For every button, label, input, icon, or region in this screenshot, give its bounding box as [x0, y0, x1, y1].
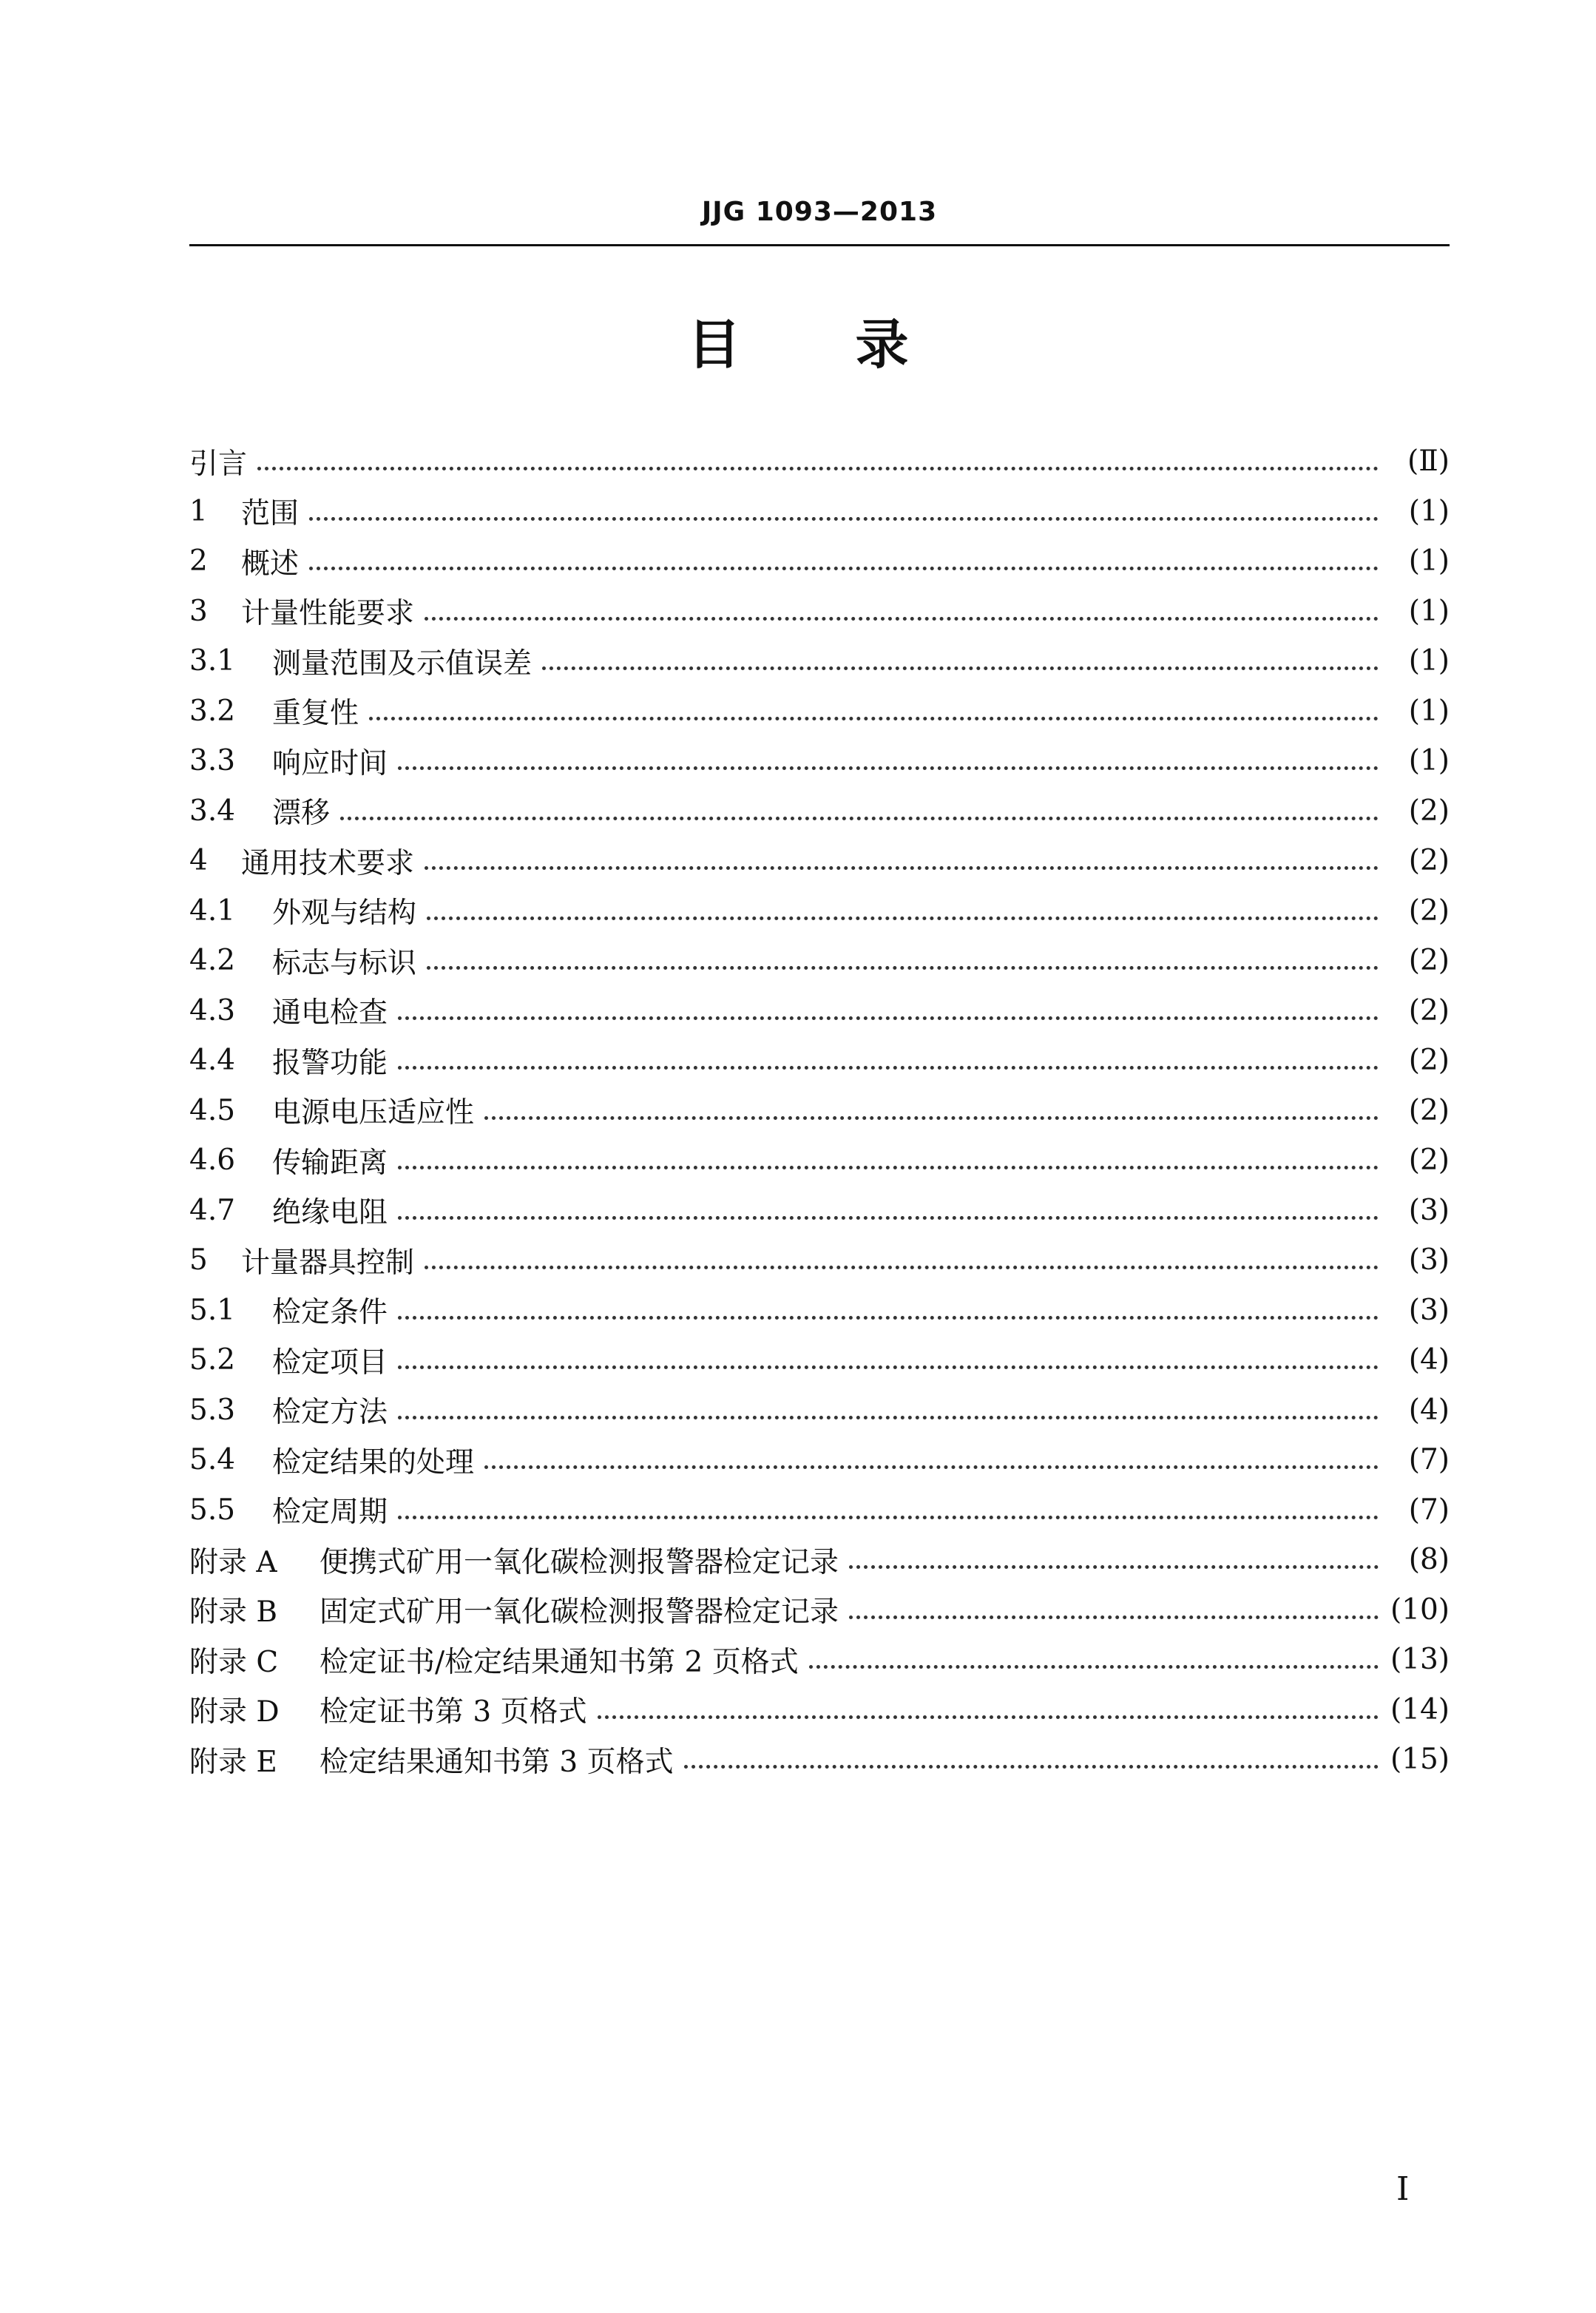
toc-entry-label	[189, 1289, 388, 1331]
toc-entry	[189, 1685, 1450, 1735]
toc-dot-leader	[398, 1416, 1379, 1419]
toc-entry-page: (3)	[1408, 1193, 1450, 1227]
toc-entry-page: (1)	[1408, 494, 1450, 528]
standard-code-header: JJG 1093—2013	[701, 197, 938, 227]
toc-entry-label	[189, 1539, 839, 1581]
toc-entry-label	[189, 1389, 388, 1431]
toc-dot-leader	[427, 916, 1379, 920]
toc-entry-number: 1	[189, 494, 208, 528]
toc-entry-title: 检定结果的处理	[272, 1445, 475, 1479]
toc-dot-leader	[427, 966, 1379, 970]
toc-entry-title: 固定式矿用一氧化碳检测报警器检定记录	[319, 1596, 839, 1630]
toc-dot-leader	[684, 1765, 1379, 1769]
toc-entry-page: (15)	[1390, 1743, 1450, 1777]
toc-entry-title: 重复性	[272, 697, 359, 731]
toc-entry	[189, 1435, 1450, 1485]
toc-entry-number: 附录 E	[189, 1745, 277, 1779]
toc-entry-number: 5.1	[189, 1293, 236, 1327]
toc-dot-leader	[809, 1665, 1379, 1669]
toc-entry-page: (1)	[1408, 544, 1450, 578]
toc-entry-page: (2)	[1408, 894, 1450, 928]
toc-dot-leader	[484, 1465, 1379, 1469]
toc-entry-page: (7)	[1408, 1443, 1450, 1477]
toc-entry-page: (4)	[1408, 1343, 1450, 1377]
toc-dot-leader	[398, 1516, 1379, 1519]
toc-dot-leader	[398, 1365, 1379, 1369]
toc-entry	[189, 1335, 1450, 1385]
toc-entry-label	[189, 1040, 388, 1081]
toc-entry-title: 漂移	[272, 797, 331, 831]
toc-entry-label	[189, 1439, 474, 1481]
header-rule	[189, 244, 1450, 246]
toc-dot-leader	[309, 567, 1379, 570]
toc-dot-leader	[398, 1316, 1379, 1320]
toc-dot-leader	[598, 1715, 1379, 1719]
toc-entry-page: (1)	[1408, 644, 1450, 678]
toc-entry-title: 外观与结构	[272, 897, 417, 931]
title-char-1: 目	[687, 314, 741, 376]
toc-entry-title: 引言	[189, 447, 248, 481]
toc-entry	[189, 1635, 1450, 1685]
toc-entry-page: (2)	[1408, 844, 1450, 878]
toc-entry-label	[189, 890, 416, 931]
toc-entry-number: 3.3	[189, 744, 236, 778]
toc-entry-number: 5.4	[189, 1443, 236, 1477]
toc-entry	[189, 886, 1450, 936]
toc-entry-label	[189, 840, 414, 882]
toc-entry-number: 附录 C	[189, 1645, 279, 1679]
toc-entry-number: 2	[189, 544, 208, 578]
toc-entry-title: 检定周期	[272, 1496, 388, 1530]
toc-entry-page: (3)	[1408, 1243, 1450, 1277]
toc-entry-title: 测量范围及示值误差	[272, 646, 532, 681]
toc-entry-title: 检定方法	[272, 1396, 388, 1430]
toc-entry	[189, 1036, 1450, 1086]
toc-entry	[189, 936, 1450, 986]
toc-entry-label	[189, 641, 532, 682]
toc-entry	[189, 1286, 1450, 1336]
toc-entry	[189, 587, 1450, 637]
toc-entry-label	[189, 1589, 839, 1630]
toc-entry-number: 4.4	[189, 1044, 236, 1078]
toc-entry-label	[189, 940, 416, 982]
toc-entry	[189, 1485, 1450, 1536]
toc-entry-title: 通电检查	[272, 996, 388, 1030]
toc-dot-leader	[542, 666, 1379, 670]
toc-entry-title: 检定证书/检定结果通知书第 2 页格式	[319, 1645, 799, 1679]
toc-entry	[189, 1135, 1450, 1186]
toc-dot-leader	[398, 1066, 1379, 1070]
toc-entry	[189, 1735, 1450, 1785]
toc-entry-title: 响应时间	[272, 746, 388, 780]
toc-entry-label	[189, 1340, 388, 1381]
toc-entry	[189, 436, 1450, 487]
toc-entry-number: 4.2	[189, 944, 236, 978]
toc-entry-label	[189, 690, 359, 732]
toc-entry-title: 标志与标识	[272, 946, 417, 980]
toc-dot-leader	[398, 1166, 1379, 1169]
toc-entry-page: (1)	[1408, 594, 1450, 628]
toc-entry-title: 范围	[241, 497, 300, 531]
toc-entry-number: 附录 D	[189, 1695, 280, 1729]
table-of-contents	[189, 436, 1450, 1785]
toc-entry-page: (14)	[1390, 1692, 1450, 1726]
toc-entry-title: 计量性能要求	[241, 597, 415, 631]
title-char-2: 录	[855, 314, 909, 376]
toc-entry-page: (2)	[1408, 944, 1450, 978]
toc-entry-label	[189, 1689, 587, 1730]
toc-entry-label	[189, 1639, 799, 1681]
toc-entry	[189, 836, 1450, 886]
toc-entry-label	[189, 1189, 388, 1231]
toc-entry-title: 电源电压适应性	[272, 1096, 475, 1130]
toc-entry-number: 4.7	[189, 1193, 236, 1227]
toc-entry-label	[189, 541, 299, 582]
toc-entry-label	[189, 740, 388, 782]
toc-entry-title: 通用技术要求	[241, 846, 415, 880]
toc-entry-title: 概述	[241, 547, 300, 581]
toc-dot-leader	[309, 517, 1379, 521]
page-title	[0, 314, 1596, 376]
toc-entry-title: 检定条件	[272, 1296, 388, 1330]
toc-entry-title: 检定项目	[272, 1345, 388, 1380]
toc-entry-number: 3.4	[189, 794, 236, 828]
toc-entry-page: (2)	[1408, 1044, 1450, 1078]
toc-entry-number: 5.2	[189, 1343, 236, 1377]
toc-entry-title: 绝缘电阻	[272, 1196, 388, 1230]
toc-dot-leader	[425, 866, 1379, 870]
toc-entry-page: (3)	[1408, 1293, 1450, 1327]
toc-dot-leader	[849, 1565, 1379, 1569]
toc-entry-page: (7)	[1408, 1493, 1450, 1527]
toc-entry-label	[189, 1140, 388, 1181]
toc-entry-page: (10)	[1390, 1593, 1450, 1627]
toc-entry-title: 检定结果通知书第 3 页格式	[319, 1745, 674, 1779]
toc-entry-number: 附录 B	[189, 1596, 278, 1630]
toc-entry-title: 计量器具控制	[241, 1246, 415, 1280]
toc-entry-number: 4.6	[189, 1144, 236, 1178]
toc-entry-page: (8)	[1408, 1543, 1450, 1577]
toc-dot-leader	[369, 717, 1379, 720]
toc-entry-number: 4.3	[189, 993, 236, 1027]
toc-dot-leader	[425, 617, 1379, 621]
toc-entry	[189, 536, 1450, 587]
toc-dot-leader	[398, 766, 1379, 770]
toc-entry-label	[189, 490, 299, 532]
toc-entry-label	[189, 441, 247, 482]
toc-dot-leader	[425, 1266, 1379, 1269]
toc-entry-number: 3.2	[189, 694, 236, 728]
toc-entry-number: 附录 A	[189, 1545, 277, 1579]
toc-entry	[189, 786, 1450, 837]
toc-dot-leader	[340, 817, 1379, 820]
toc-dot-leader	[398, 1216, 1379, 1220]
toc-entry	[189, 487, 1450, 537]
toc-entry-page: (2)	[1408, 993, 1450, 1027]
toc-entry-number: 5.3	[189, 1393, 236, 1427]
toc-entry-page: (1)	[1408, 744, 1450, 778]
toc-entry-title: 传输距离	[272, 1146, 388, 1180]
toc-entry	[189, 1385, 1450, 1436]
toc-entry-number: 3.1	[189, 644, 236, 678]
toc-entry-label	[189, 1240, 414, 1281]
toc-entry	[189, 1235, 1450, 1286]
page-folio: I	[1396, 2170, 1410, 2208]
toc-entry-page: (2)	[1408, 794, 1450, 828]
toc-entry-page: (1)	[1408, 694, 1450, 728]
toc-dot-leader	[257, 467, 1379, 470]
toc-dot-leader	[849, 1615, 1379, 1619]
toc-entry-label	[189, 990, 388, 1031]
toc-dot-leader	[484, 1116, 1379, 1120]
toc-entry-label	[189, 1739, 674, 1780]
toc-entry-label	[189, 790, 330, 831]
toc-entry-page: (2)	[1408, 1144, 1450, 1178]
toc-entry-page: (4)	[1408, 1393, 1450, 1427]
toc-entry	[189, 1186, 1450, 1236]
toc-entry-number: 4	[189, 844, 208, 878]
toc-entry-number: 5.5	[189, 1493, 236, 1527]
toc-entry-number: 4.5	[189, 1093, 236, 1127]
toc-dot-leader	[398, 1016, 1379, 1020]
toc-entry	[189, 1535, 1450, 1585]
toc-entry	[189, 1585, 1450, 1635]
toc-entry-title: 报警功能	[272, 1046, 388, 1080]
toc-entry	[189, 686, 1450, 737]
toc-entry	[189, 986, 1450, 1036]
toc-entry-page: (13)	[1390, 1643, 1450, 1677]
toc-entry	[189, 636, 1450, 686]
toc-entry-number: 3	[189, 594, 208, 628]
toc-entry-label	[189, 590, 414, 632]
toc-entry	[189, 736, 1450, 786]
toc-entry-title: 便携式矿用一氧化碳检测报警器检定记录	[319, 1545, 839, 1579]
toc-entry-label	[189, 1090, 474, 1131]
toc-entry-title: 检定证书第 3 页格式	[319, 1695, 587, 1729]
toc-entry	[189, 1086, 1450, 1136]
toc-entry-page: (2)	[1408, 1093, 1450, 1127]
toc-entry-number: 4.1	[189, 894, 236, 928]
toc-entry-number: 5	[189, 1243, 208, 1277]
toc-entry-page: (Ⅱ)	[1407, 445, 1450, 479]
toc-entry-label	[189, 1489, 388, 1530]
